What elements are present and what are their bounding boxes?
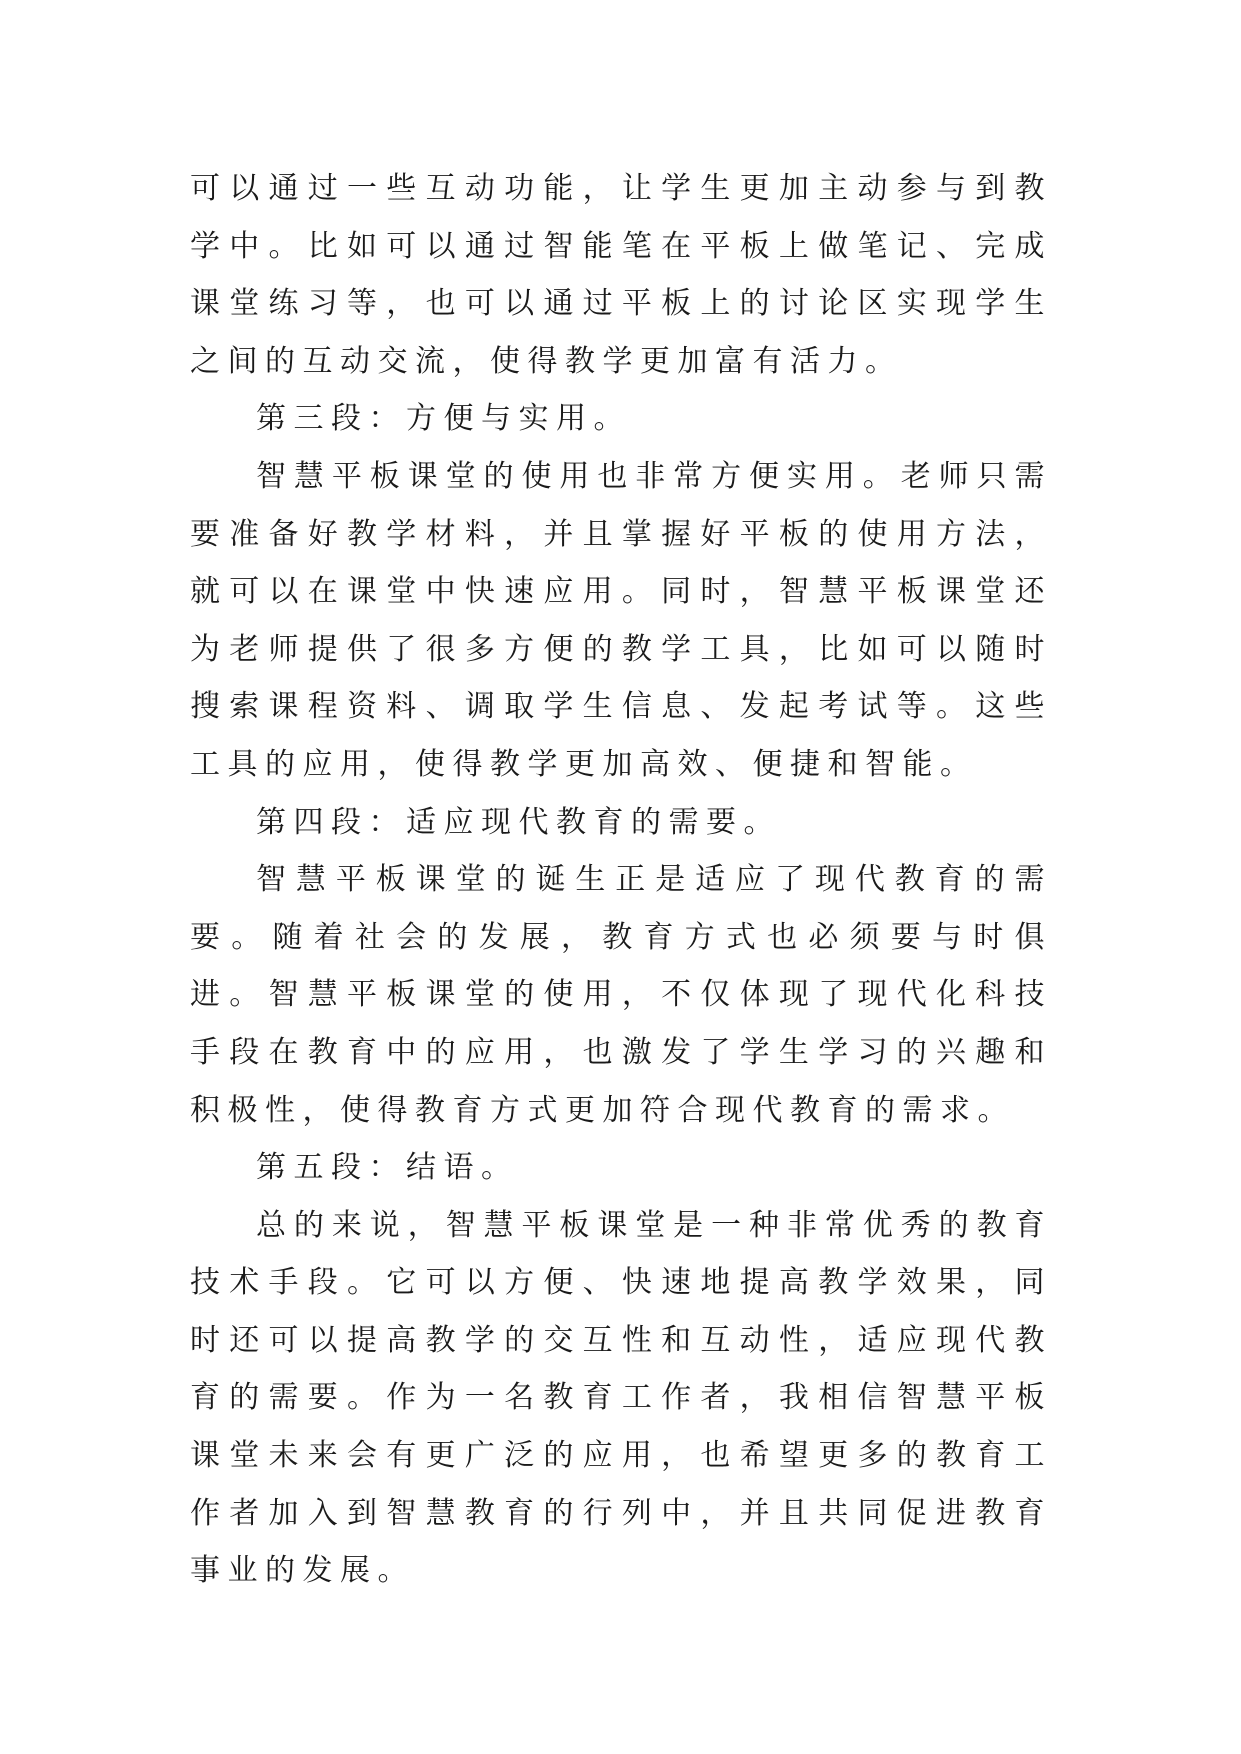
document-body <box>190 160 1052 1600</box>
section-heading-5: 第五段：结语。 <box>256 1150 519 1186</box>
section-heading-4: 第四段：适应现代教育的需要。 <box>256 804 781 840</box>
paragraph-section-5: 总的来说，智慧平板课堂是一种非常优秀的教育技术手段。它可以方便、快速地提高教学效果，同时还可以提高教学的交互性和互动性，适应现代教育的需要。作为一名教育工作者，我相信智慧平板课堂未来会有更广泛的应用，也希望更多的教育工作者加入到智慧教育的行列中，并且共同促进教育事业的发展。 <box>190 1207 1052 1589</box>
paragraph-section-4: 智慧平板课堂的诞生正是适应了现代教育的需要。随着社会的发展，教育方式也必须要与时俱进。智慧平板课堂的使用，不仅体现了现代化科技手段在教育中的应用，也激发了学生学习的兴趣和积极性，使得教育方式更加符合现代教育的需求。 <box>190 862 1052 1128</box>
paragraph-continued: 可以通过一些互动功能，让学生更加主动参与到教学中。比如可以通过智能笔在平板上做笔记、完成课堂练习等，也可以通过平板上的讨论区实现学生之间的互动交流，使得教学更加富有活力。 <box>190 171 1052 379</box>
section-heading-3: 第三段：方便与实用。 <box>256 401 631 437</box>
paragraph-section-3: 智慧平板课堂的使用也非常方便实用。老师只需要准备好教学材料，并且掌握好平板的使用方法，就可以在课堂中快速应用。同时，智慧平板课堂还为老师提供了很多方便的教学工具，比如可以随时搜索课程资料、调取学生信息、发起考试等。这些工具的应用，使得教学更加高效、便捷和智能。 <box>190 458 1052 782</box>
